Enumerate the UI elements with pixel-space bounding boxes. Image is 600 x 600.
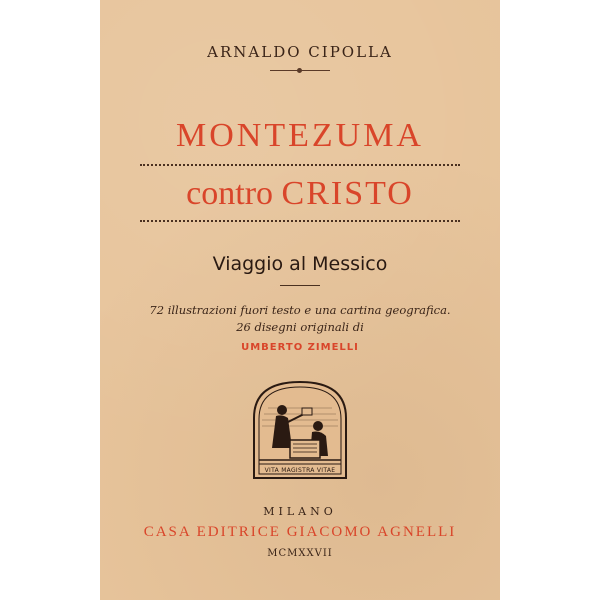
- subtitle: Viaggio al Messico: [212, 253, 388, 275]
- divider-dot: [297, 68, 302, 73]
- title-line-2-big: CRISTO: [281, 175, 414, 212]
- illustrator-name: UMBERTO ZIMELLI: [241, 342, 359, 353]
- illustrations-note-line-1: 72 illustrazioni fuori testo e una cartina geografica.: [149, 303, 451, 317]
- author-name: ARNALDO CIPOLLA: [207, 43, 393, 61]
- title-line-2: [100, 175, 500, 213]
- emblem-caption: VITA MAGISTRA VITAE: [264, 467, 336, 474]
- illustrations-note-line-2: 26 disegni originali di: [236, 320, 364, 334]
- publisher-name: CASA EDITRICE GIACOMO AGNELLI: [143, 524, 457, 540]
- dotted-rule-top: [140, 164, 460, 166]
- title-line-2-small: contro: [186, 175, 274, 212]
- book-cover: [100, 0, 500, 600]
- subtitle-divider: [280, 285, 320, 286]
- title-line-1: MONTEZUMA: [176, 117, 424, 154]
- publisher-city: MILANO: [263, 505, 337, 518]
- publication-year: MCMXXVII: [267, 548, 333, 559]
- dotted-rule-bottom: [140, 220, 460, 222]
- author-divider: [270, 70, 330, 71]
